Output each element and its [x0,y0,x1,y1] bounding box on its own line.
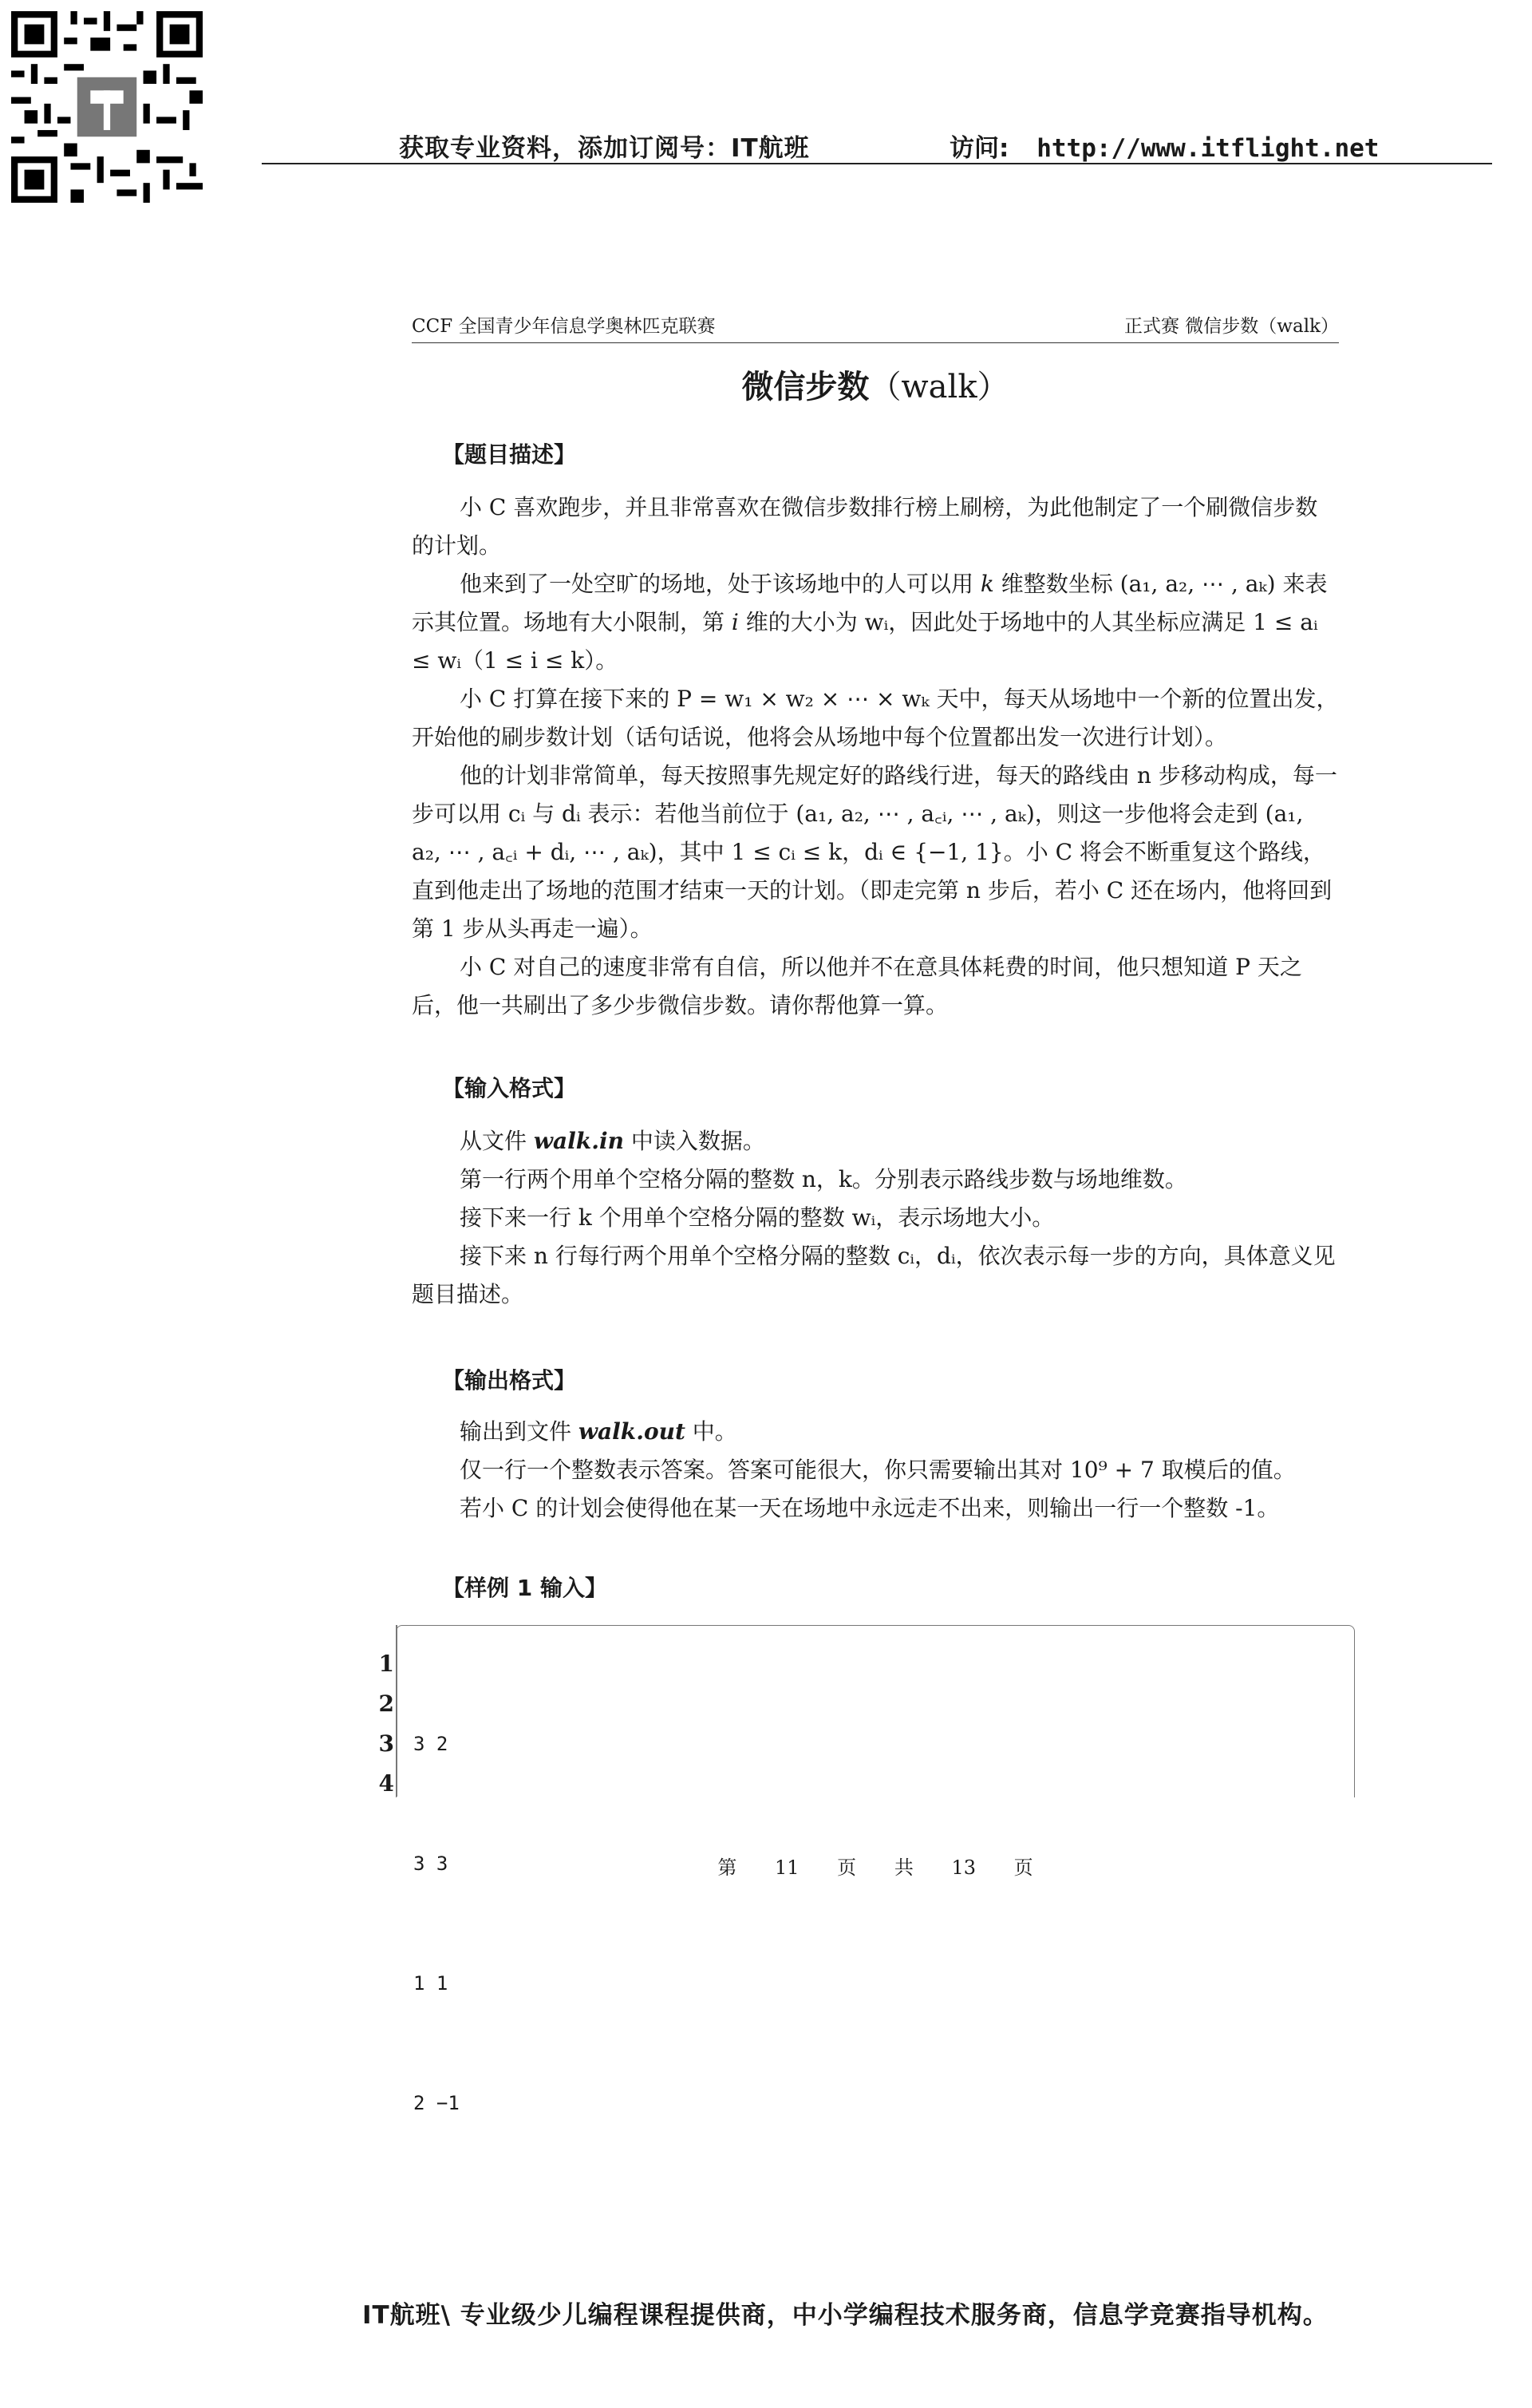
problem-title [412,362,1339,407]
output-paragraph: 输出到文件 walk.out 中。 [460,1418,737,1445]
description-paragraph: 小 C 喜欢跑步，并且非常喜欢在微信步数排行榜上刷榜，为此他制定了一个刷微信步数的计划。 [412,494,1318,559]
description-paragraph: 小 C 对自己的速度非常有自信，所以他并不在意具体耗费的时间，他只想知道 P 天之后，他一共刷出了多少步微信步数。请你帮他算一算。 [412,954,1302,1018]
output-paragraph: 仅一行一个整数表示答案。答案可能很大，你只需要输出其对 10⁹ + 7 取模后的值。 [460,1457,1296,1483]
code-line: 2 −1 [413,2092,460,2114]
bottom-promo-text: IT航班\ 专业级少儿编程课程提供商，中小学编程技术服务商，信息学竞赛指导机构。 [362,2301,1329,2330]
section-heading-output: 【输出格式】 [442,1367,577,1394]
input-paragraph: 接下来一行 k 个用单个空格分隔的整数 wᵢ，表示场地大小。 [460,1204,1055,1231]
output-filename: walk.out [578,1418,685,1445]
input-paragraph: 从文件 walk.in 中读入数据。 [460,1128,765,1154]
page-number: 第 11 页 [717,1856,857,1879]
input-paragraph: 接下来 n 行每行两个用单个空格分隔的整数 cᵢ，dᵢ，依次表示每一步的方向，具体意义见题目描述。 [412,1243,1336,1307]
running-header [412,311,1339,343]
banner-divider [262,163,1492,164]
code-line: 3 3 [413,1852,448,1875]
promo-visit [950,128,1379,164]
running-header-right: 正式赛 微信步数（walk） [1123,316,1339,337]
description-body [412,488,1339,1025]
line-numbers [367,1644,394,1804]
input-format-body [412,1122,1339,1314]
promo-banner-text: 获取专业资料，添加订阅号：IT航班 [399,134,810,163]
promo-url-link[interactable]: http://www.itflight.net [1036,134,1380,163]
code-line: 1 1 [413,1972,448,1995]
description-paragraph: 小 C 打算在接下来的 P = w₁ × w₂ × ⋯ × wₖ 天中，每天从场地中一个新的位置出发，开始他的刷步数计划（话句话说，他将会从场地中每个位置都出发一次进行计划）。 [412,686,1339,750]
section-heading-input: 【输入格式】 [442,1075,577,1101]
section-heading-sample-input: 【样例 1 输入】 [442,1575,607,1601]
problem-title-cn: 微信步数 [741,368,870,405]
code-gutter-divider [396,1625,397,1797]
description-paragraph: 他来到了一处空旷的场地，处于该场地中的人可以用 k 维整数坐标 (a₁, a₂, ⋯ , aₖ) 来表示其位置。场地有大小限制，第 i 维的大小为 wᵢ，因此处于场地中的人其坐标应满足 1 ≤ aᵢ ≤ wᵢ（1 ≤ i ≤ k）。 [412,571,1328,674]
input-paragraph: 第一行两个用单个空格分隔的整数 n，k。分别表示路线步数与场地维数。 [460,1166,1187,1192]
qr-code-icon [11,11,203,203]
sample-code [413,1644,460,2163]
sample-code-box [396,1625,1355,1797]
visit-label: 访问: [950,134,1009,163]
page-total: 共 13 页 [894,1856,1033,1879]
input-filename: walk.in [533,1128,624,1154]
page-footer [412,1852,1339,1880]
code-line: 3 2 [413,1733,448,1755]
line-number: 4 [378,1770,394,1797]
line-number: 2 [378,1690,394,1717]
description-paragraph: 他的计划非常简单，每天按照事先规定好的路线行进，每天的路线由 n 步移动构成，每一步可以用 cᵢ 与 dᵢ 表示：若他当前位于 (a₁, a₂, ⋯ , a꜀ᵢ, ⋯ , aₖ)，则这一步他将会走到 (a₁, a₂, ⋯ , a꜀ᵢ + dᵢ, ⋯ , aₖ)，其中 1 ≤ cᵢ ≤ k，dᵢ ∈ {−1, 1}。小 C 将会不断重复这个路线，直到他走出了场地的范围才结束一天的计划。（即走完第 n 步后，若小 C 还在场内，他将回到第 1 步从头再走一遍）。 [412,762,1337,942]
output-paragraph: 若小 C 的计划会使得他在某一天在场地中永远走不出来，则输出一行一个整数 -1。 [460,1495,1280,1521]
problem-title-latin: （walk） [869,369,1009,405]
output-format-body [412,1413,1339,1528]
line-number: 1 [378,1651,394,1677]
section-heading-description: 【题目描述】 [442,441,577,468]
line-number: 3 [378,1730,394,1757]
running-header-left: CCF 全国青少年信息学奥林匹克联赛 [412,316,716,337]
